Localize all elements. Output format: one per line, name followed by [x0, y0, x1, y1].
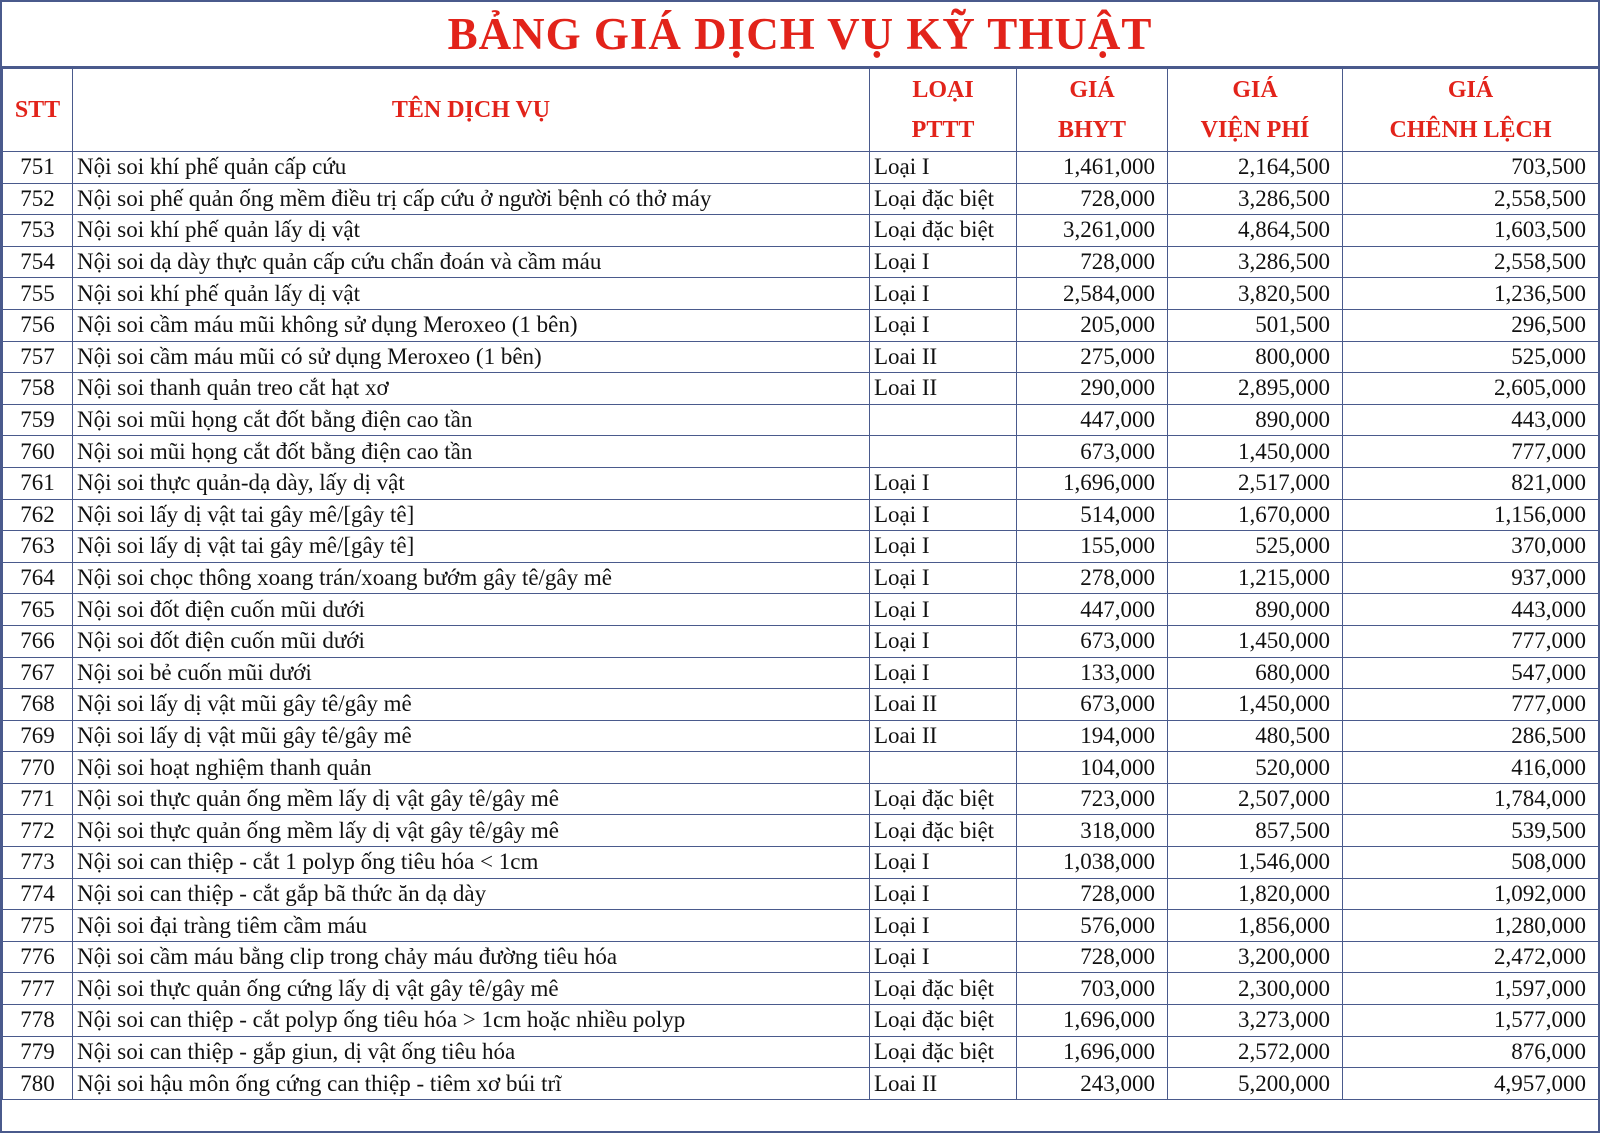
row-stt-cell: 761	[3, 467, 73, 499]
row-bhyt-price-cell: 205,000	[1017, 309, 1168, 341]
row-procedure-type-cell: Loai II	[870, 373, 1017, 405]
row-hospital-fee-cell: 1,450,000	[1168, 689, 1343, 721]
table-row	[3, 373, 1599, 405]
row-service-name-cell: Nội soi khí phế quản cấp cứu	[73, 152, 870, 184]
row-difference-price-cell: 2,558,500	[1343, 246, 1599, 278]
row-difference-price-cell: 821,000	[1343, 467, 1599, 499]
row-procedure-type-cell: Loai II	[870, 341, 1017, 373]
row-procedure-type-cell: Loại I	[870, 625, 1017, 657]
row-difference-price-cell: 286,500	[1343, 720, 1599, 752]
table-row	[3, 341, 1599, 373]
row-bhyt-price-cell: 673,000	[1017, 436, 1168, 468]
row-hospital-fee-cell: 1,820,000	[1168, 878, 1343, 910]
header-type-line1: LOẠI	[912, 77, 974, 103]
row-hospital-fee-cell: 525,000	[1168, 531, 1343, 563]
row-bhyt-price-cell: 1,696,000	[1017, 1036, 1168, 1068]
row-hospital-fee-cell: 3,286,500	[1168, 246, 1343, 278]
header-stt	[3, 69, 73, 152]
row-difference-price-cell: 1,156,000	[1343, 499, 1599, 531]
table-row	[3, 278, 1599, 310]
row-difference-price-cell: 1,280,000	[1343, 910, 1599, 942]
row-service-name-cell: Nội soi đại tràng tiêm cầm máu	[73, 910, 870, 942]
table-row	[3, 625, 1599, 657]
row-procedure-type-cell: Loai II	[870, 1068, 1017, 1100]
row-procedure-type-cell: Loại đặc biệt	[870, 215, 1017, 247]
row-service-name-cell: Nội soi lấy dị vật mũi gây tê/gây mê	[73, 720, 870, 752]
row-bhyt-price-cell: 703,000	[1017, 973, 1168, 1005]
row-bhyt-price-cell: 514,000	[1017, 499, 1168, 531]
row-stt-cell: 756	[3, 309, 73, 341]
table-row	[3, 436, 1599, 468]
table-row	[3, 847, 1599, 879]
table-row	[3, 815, 1599, 847]
row-bhyt-price-cell: 673,000	[1017, 689, 1168, 721]
row-difference-price-cell: 1,092,000	[1343, 878, 1599, 910]
row-bhyt-price-cell: 133,000	[1017, 657, 1168, 689]
row-hospital-fee-cell: 890,000	[1168, 594, 1343, 626]
row-stt-cell: 773	[3, 847, 73, 879]
row-procedure-type-cell: Loại đặc biệt	[870, 183, 1017, 215]
header-service-name	[73, 69, 870, 152]
header-vp-line1: GIÁ	[1232, 77, 1278, 103]
row-hospital-fee-cell: 520,000	[1168, 752, 1343, 784]
row-stt-cell: 754	[3, 246, 73, 278]
row-bhyt-price-cell: 576,000	[1017, 910, 1168, 942]
row-difference-price-cell: 539,500	[1343, 815, 1599, 847]
row-bhyt-price-cell: 728,000	[1017, 246, 1168, 278]
table-row	[3, 246, 1599, 278]
row-bhyt-price-cell: 3,261,000	[1017, 215, 1168, 247]
row-procedure-type-cell: Loại I	[870, 847, 1017, 879]
header-vp-line2: VIỆN PHÍ	[1200, 117, 1310, 143]
row-service-name-cell: Nội soi thực quản ống mềm lấy dị vật gây tê/gây mê	[73, 783, 870, 815]
row-procedure-type-cell: Loại I	[870, 941, 1017, 973]
row-hospital-fee-cell: 1,546,000	[1168, 847, 1343, 879]
row-stt-cell: 767	[3, 657, 73, 689]
row-procedure-type-cell: Loại I	[870, 152, 1017, 184]
row-procedure-type-cell: Loại I	[870, 562, 1017, 594]
table-body	[3, 152, 1599, 1100]
row-difference-price-cell: 1,236,500	[1343, 278, 1599, 310]
table-row	[3, 1005, 1599, 1037]
row-hospital-fee-cell: 2,572,000	[1168, 1036, 1343, 1068]
row-difference-price-cell: 777,000	[1343, 625, 1599, 657]
row-difference-price-cell: 443,000	[1343, 404, 1599, 436]
row-stt-cell: 776	[3, 941, 73, 973]
table-row	[3, 152, 1599, 184]
row-procedure-type-cell	[870, 752, 1017, 784]
row-difference-price-cell: 2,605,000	[1343, 373, 1599, 405]
row-procedure-type-cell: Loại đặc biệt	[870, 1005, 1017, 1037]
row-service-name-cell: Nội soi bẻ cuốn mũi dưới	[73, 657, 870, 689]
header-bhyt-price	[1017, 69, 1168, 152]
row-bhyt-price-cell: 1,461,000	[1017, 152, 1168, 184]
row-procedure-type-cell: Loai II	[870, 720, 1017, 752]
row-bhyt-price-cell: 1,038,000	[1017, 847, 1168, 879]
row-hospital-fee-cell: 480,500	[1168, 720, 1343, 752]
row-bhyt-price-cell: 723,000	[1017, 783, 1168, 815]
row-service-name-cell: Nội soi dạ dày thực quản cấp cứu chẩn đoán và cầm máu	[73, 246, 870, 278]
row-procedure-type-cell: Loai II	[870, 689, 1017, 721]
row-bhyt-price-cell: 447,000	[1017, 594, 1168, 626]
row-stt-cell: 778	[3, 1005, 73, 1037]
row-hospital-fee-cell: 5,200,000	[1168, 1068, 1343, 1100]
table-row	[3, 973, 1599, 1005]
row-procedure-type-cell: Loại đặc biệt	[870, 783, 1017, 815]
row-service-name-cell: Nội soi lấy dị vật mũi gây tê/gây mê	[73, 689, 870, 721]
row-stt-cell: 768	[3, 689, 73, 721]
table-row	[3, 183, 1599, 215]
header-bhyt-line1: GIÁ	[1069, 77, 1115, 103]
row-bhyt-price-cell: 243,000	[1017, 1068, 1168, 1100]
table-row	[3, 404, 1599, 436]
row-procedure-type-cell: Loại I	[870, 499, 1017, 531]
row-procedure-type-cell: Loại đặc biệt	[870, 1036, 1017, 1068]
table-row	[3, 1036, 1599, 1068]
row-procedure-type-cell: Loại đặc biệt	[870, 815, 1017, 847]
row-procedure-type-cell: Loại I	[870, 878, 1017, 910]
row-hospital-fee-cell: 3,286,500	[1168, 183, 1343, 215]
row-stt-cell: 774	[3, 878, 73, 910]
row-difference-price-cell: 1,577,000	[1343, 1005, 1599, 1037]
row-service-name-cell: Nội soi can thiệp - cắt gắp bã thức ăn dạ dày	[73, 878, 870, 910]
row-procedure-type-cell: Loại I	[870, 309, 1017, 341]
row-procedure-type-cell: Loại I	[870, 594, 1017, 626]
row-service-name-cell: Nội soi can thiệp - gắp giun, dị vật ống tiêu hóa	[73, 1036, 870, 1068]
row-stt-cell: 753	[3, 215, 73, 247]
row-difference-price-cell: 416,000	[1343, 752, 1599, 784]
row-stt-cell: 764	[3, 562, 73, 594]
table-row	[3, 910, 1599, 942]
header-difference-price	[1343, 69, 1599, 152]
row-procedure-type-cell: Loại đặc biệt	[870, 973, 1017, 1005]
row-bhyt-price-cell: 104,000	[1017, 752, 1168, 784]
header-cl-line2: CHÊNH LỆCH	[1389, 117, 1552, 143]
row-hospital-fee-cell: 2,300,000	[1168, 973, 1343, 1005]
row-service-name-cell: Nội soi đốt điện cuốn mũi dưới	[73, 625, 870, 657]
row-difference-price-cell: 508,000	[1343, 847, 1599, 879]
row-service-name-cell: Nội soi lấy dị vật tai gây mê/[gây tê]	[73, 531, 870, 563]
table-row	[3, 657, 1599, 689]
row-hospital-fee-cell: 1,450,000	[1168, 436, 1343, 468]
row-service-name-cell: Nội soi cầm máu mũi có sử dụng Meroxeo (1 bên)	[73, 341, 870, 373]
row-service-name-cell: Nội soi đốt điện cuốn mũi dưới	[73, 594, 870, 626]
row-stt-cell: 757	[3, 341, 73, 373]
row-stt-cell: 771	[3, 783, 73, 815]
row-stt-cell: 780	[3, 1068, 73, 1100]
row-difference-price-cell: 525,000	[1343, 341, 1599, 373]
row-stt-cell: 772	[3, 815, 73, 847]
row-difference-price-cell: 2,472,000	[1343, 941, 1599, 973]
header-row	[3, 69, 1599, 152]
row-service-name-cell: Nội soi cầm máu mũi không sử dụng Meroxeo (1 bên)	[73, 309, 870, 341]
row-bhyt-price-cell: 278,000	[1017, 562, 1168, 594]
row-bhyt-price-cell: 447,000	[1017, 404, 1168, 436]
row-procedure-type-cell	[870, 436, 1017, 468]
row-procedure-type-cell: Loại I	[870, 910, 1017, 942]
row-procedure-type-cell: Loại I	[870, 278, 1017, 310]
table-row	[3, 531, 1599, 563]
row-bhyt-price-cell: 155,000	[1017, 531, 1168, 563]
row-hospital-fee-cell: 1,215,000	[1168, 562, 1343, 594]
row-difference-price-cell: 777,000	[1343, 689, 1599, 721]
row-procedure-type-cell: Loại I	[870, 531, 1017, 563]
row-hospital-fee-cell: 3,200,000	[1168, 941, 1343, 973]
row-difference-price-cell: 370,000	[1343, 531, 1599, 563]
row-stt-cell: 762	[3, 499, 73, 531]
row-service-name-cell: Nội soi lấy dị vật tai gây mê/[gây tê]	[73, 499, 870, 531]
row-difference-price-cell: 1,597,000	[1343, 973, 1599, 1005]
row-hospital-fee-cell: 1,856,000	[1168, 910, 1343, 942]
row-service-name-cell: Nội soi cầm máu bằng clip trong chảy máu đường tiêu hóa	[73, 941, 870, 973]
row-hospital-fee-cell: 680,000	[1168, 657, 1343, 689]
row-hospital-fee-cell: 2,507,000	[1168, 783, 1343, 815]
row-stt-cell: 760	[3, 436, 73, 468]
row-service-name-cell: Nội soi mũi họng cắt đốt bằng điện cao tần	[73, 404, 870, 436]
row-hospital-fee-cell: 3,273,000	[1168, 1005, 1343, 1037]
row-difference-price-cell: 1,603,500	[1343, 215, 1599, 247]
row-stt-cell: 777	[3, 973, 73, 1005]
header-cl-line1: GIÁ	[1447, 77, 1494, 103]
row-service-name-cell: Nội soi thực quản ống mềm lấy dị vật gây tê/gây mê	[73, 815, 870, 847]
table-row	[3, 499, 1599, 531]
row-bhyt-price-cell: 728,000	[1017, 941, 1168, 973]
page-title: BẢNG GIÁ DỊCH VỤ KỸ THUẬT	[2, 2, 1598, 68]
row-bhyt-price-cell: 275,000	[1017, 341, 1168, 373]
row-procedure-type-cell: Loại I	[870, 657, 1017, 689]
row-hospital-fee-cell: 2,895,000	[1168, 373, 1343, 405]
header-procedure-type	[870, 69, 1017, 152]
row-difference-price-cell: 296,500	[1343, 309, 1599, 341]
row-service-name-cell: Nội soi can thiệp - cắt 1 polyp ống tiêu hóa < 1cm	[73, 847, 870, 879]
row-hospital-fee-cell: 1,450,000	[1168, 625, 1343, 657]
table-header	[3, 69, 1599, 152]
header-stt-label: STT	[14, 97, 61, 123]
row-stt-cell: 769	[3, 720, 73, 752]
table-row	[3, 752, 1599, 784]
row-bhyt-price-cell: 728,000	[1017, 183, 1168, 215]
row-stt-cell: 758	[3, 373, 73, 405]
table-row	[3, 878, 1599, 910]
header-hospital-fee	[1168, 69, 1343, 152]
row-difference-price-cell: 443,000	[1343, 594, 1599, 626]
table-row	[3, 215, 1599, 247]
row-service-name-cell: Nội soi mũi họng cắt đốt bằng điện cao tần	[73, 436, 870, 468]
table-row	[3, 594, 1599, 626]
table-row	[3, 689, 1599, 721]
table-row	[3, 562, 1599, 594]
table-row	[3, 720, 1599, 752]
row-bhyt-price-cell: 194,000	[1017, 720, 1168, 752]
row-stt-cell: 752	[3, 183, 73, 215]
row-stt-cell: 766	[3, 625, 73, 657]
row-stt-cell: 770	[3, 752, 73, 784]
row-stt-cell: 779	[3, 1036, 73, 1068]
row-difference-price-cell: 777,000	[1343, 436, 1599, 468]
row-hospital-fee-cell: 890,000	[1168, 404, 1343, 436]
row-difference-price-cell: 2,558,500	[1343, 183, 1599, 215]
row-service-name-cell: Nội soi can thiệp - cắt polyp ống tiêu hóa > 1cm hoặc nhiều polyp	[73, 1005, 870, 1037]
row-service-name-cell: Nội soi khí phế quản lấy dị vật	[73, 215, 870, 247]
row-hospital-fee-cell: 2,164,500	[1168, 152, 1343, 184]
row-stt-cell: 765	[3, 594, 73, 626]
row-hospital-fee-cell: 1,670,000	[1168, 499, 1343, 531]
row-service-name-cell: Nội soi hoạt nghiệm thanh quản	[73, 752, 870, 784]
header-service-name-label: TÊN DỊCH VỤ	[391, 97, 551, 123]
row-stt-cell: 755	[3, 278, 73, 310]
row-procedure-type-cell: Loại I	[870, 246, 1017, 278]
row-hospital-fee-cell: 2,517,000	[1168, 467, 1343, 499]
row-stt-cell: 759	[3, 404, 73, 436]
row-service-name-cell: Nội soi chọc thông xoang trán/xoang bướm gây tê/gây mê	[73, 562, 870, 594]
row-difference-price-cell: 876,000	[1343, 1036, 1599, 1068]
row-service-name-cell: Nội soi thanh quản treo cắt hạt xơ	[73, 373, 870, 405]
row-bhyt-price-cell: 1,696,000	[1017, 467, 1168, 499]
row-service-name-cell: Nội soi thực quản-dạ dày, lấy dị vật	[73, 467, 870, 499]
row-bhyt-price-cell: 1,696,000	[1017, 1005, 1168, 1037]
row-difference-price-cell: 937,000	[1343, 562, 1599, 594]
table-row	[3, 941, 1599, 973]
row-bhyt-price-cell: 290,000	[1017, 373, 1168, 405]
row-bhyt-price-cell: 673,000	[1017, 625, 1168, 657]
row-difference-price-cell: 547,000	[1343, 657, 1599, 689]
row-bhyt-price-cell: 728,000	[1017, 878, 1168, 910]
row-service-name-cell: Nội soi phế quản ống mềm điều trị cấp cứu ở người bệnh có thở máy	[73, 183, 870, 215]
row-procedure-type-cell	[870, 404, 1017, 436]
row-service-name-cell: Nội soi thực quản ống cứng lấy dị vật gây tê/gây mê	[73, 973, 870, 1005]
table-row	[3, 783, 1599, 815]
row-hospital-fee-cell: 501,500	[1168, 309, 1343, 341]
row-difference-price-cell: 4,957,000	[1343, 1068, 1599, 1100]
row-service-name-cell: Nội soi khí phế quản lấy dị vật	[73, 278, 870, 310]
row-procedure-type-cell: Loại I	[870, 467, 1017, 499]
row-stt-cell: 751	[3, 152, 73, 184]
row-hospital-fee-cell: 4,864,500	[1168, 215, 1343, 247]
row-bhyt-price-cell: 2,584,000	[1017, 278, 1168, 310]
row-hospital-fee-cell: 800,000	[1168, 341, 1343, 373]
row-hospital-fee-cell: 857,500	[1168, 815, 1343, 847]
row-bhyt-price-cell: 318,000	[1017, 815, 1168, 847]
table-row	[3, 467, 1599, 499]
table-row	[3, 1068, 1599, 1100]
header-type-line2: PTTT	[911, 117, 975, 143]
price-table	[2, 68, 1599, 1100]
row-stt-cell: 763	[3, 531, 73, 563]
table-row	[3, 309, 1599, 341]
header-bhyt-line2: BHYT	[1057, 117, 1126, 143]
row-difference-price-cell: 703,500	[1343, 152, 1599, 184]
row-hospital-fee-cell: 3,820,500	[1168, 278, 1343, 310]
row-difference-price-cell: 1,784,000	[1343, 783, 1599, 815]
row-stt-cell: 775	[3, 910, 73, 942]
row-service-name-cell: Nội soi hậu môn ống cứng can thiệp - tiêm xơ búi trĩ	[73, 1068, 870, 1100]
